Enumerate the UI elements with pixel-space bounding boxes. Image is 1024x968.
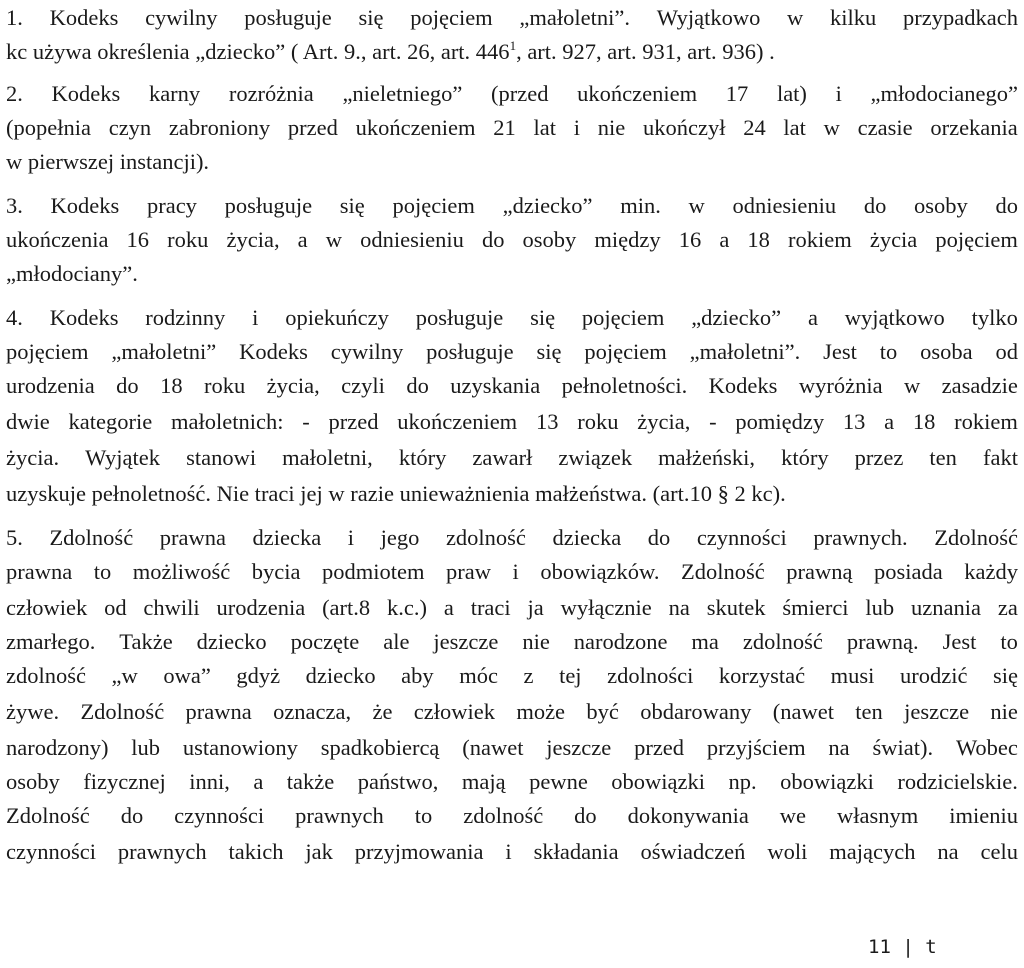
word: 21	[493, 115, 516, 140]
word: 5.	[6, 525, 23, 550]
word: orzekania	[930, 115, 1018, 140]
word: za	[997, 595, 1018, 620]
word: wyjątkowo	[844, 305, 945, 330]
word: to	[1000, 629, 1018, 654]
word: zawarł	[472, 445, 533, 470]
word: dwie	[6, 409, 50, 434]
text-line-23	[6, 798, 1018, 834]
word: i	[505, 839, 512, 864]
word: i	[512, 559, 519, 584]
word: czyn	[108, 115, 152, 140]
word: świat).	[872, 735, 934, 760]
word: w	[823, 115, 840, 140]
superscript: 1	[509, 38, 517, 53]
text-line-14: uzyskuje pełnoletność. Nie traci jej w razie unieważnienia małżeństwa. (art.10 § 2 kc).	[6, 481, 786, 506]
word: każdy	[964, 559, 1018, 584]
word: pojęciem	[584, 339, 667, 364]
word: Jest	[942, 629, 977, 654]
word: zdolność	[742, 629, 823, 654]
word: małoletnich:	[171, 409, 284, 434]
text-line-6	[6, 188, 1018, 224]
word: tylko	[971, 305, 1018, 330]
word: żywe.	[6, 699, 60, 724]
word: przed	[287, 115, 338, 140]
word: i	[252, 305, 259, 330]
word: nie	[990, 699, 1018, 724]
word: „młodocianego”	[870, 81, 1018, 106]
text-line-2-tail: , art. 927, art. 931, art. 936) .	[516, 39, 775, 64]
word: jeszcze	[433, 629, 499, 654]
word: (przed	[491, 81, 549, 106]
word: jeszcze	[904, 699, 970, 724]
word: czasie	[857, 115, 913, 140]
word: prawną	[786, 559, 853, 584]
word: a	[807, 305, 818, 330]
word: Kodeks	[49, 305, 119, 330]
word: lub	[865, 595, 895, 620]
word: Także	[119, 629, 173, 654]
word: ma	[691, 629, 719, 654]
word: ukończenia	[6, 227, 109, 252]
word: Kodeks	[50, 193, 120, 218]
word: urodzenia	[216, 595, 306, 620]
text-line-18	[6, 624, 1018, 660]
word: roku	[167, 227, 209, 252]
word: między	[594, 227, 661, 252]
word: cywilny	[145, 5, 218, 30]
word: do	[481, 227, 505, 252]
word: związek	[558, 445, 633, 470]
word: pojęciem	[392, 193, 475, 218]
word: się	[530, 305, 556, 330]
word: Zdolność	[680, 559, 765, 584]
word: obdarowany	[640, 699, 752, 724]
text-line-24	[6, 834, 1018, 870]
word: k.c.)	[387, 595, 427, 620]
word: Kodeks	[51, 81, 121, 106]
word: życia,	[637, 409, 691, 434]
word: życia,	[226, 227, 280, 252]
word: przyjmowania	[354, 839, 484, 864]
word: a	[297, 227, 308, 252]
word: spadkobiercą	[320, 735, 440, 760]
word: czynności	[6, 839, 96, 864]
word: 16	[126, 227, 150, 252]
word: osoby	[6, 769, 60, 794]
word: ukończył	[642, 115, 726, 140]
word: prawną.	[846, 629, 919, 654]
word: małoletni,	[282, 445, 373, 470]
word: ukończeniem	[355, 115, 476, 140]
word: ukończeniem	[397, 409, 518, 434]
word: np.	[728, 769, 757, 794]
word: 2.	[6, 81, 23, 106]
word: na	[828, 735, 850, 760]
word: 1.	[6, 5, 23, 30]
word: dziecko	[305, 663, 376, 688]
word: osoby	[522, 227, 577, 252]
word: kategorie	[68, 409, 153, 434]
word: ja	[527, 595, 544, 620]
word: 3.	[6, 193, 23, 218]
word: rozróżnia	[228, 81, 314, 106]
word: że	[372, 699, 393, 724]
word: osoby	[914, 193, 968, 218]
word: fakt	[982, 445, 1018, 470]
text-line-3	[6, 76, 1018, 112]
word: pojęciem	[410, 5, 493, 30]
word: prawnych.	[813, 525, 908, 550]
word: człowiek	[6, 595, 88, 620]
word: pracy	[146, 193, 197, 218]
word: i	[573, 115, 580, 140]
word: poczęte	[290, 629, 360, 654]
word: we	[779, 803, 807, 828]
word: celu	[980, 839, 1018, 864]
word: do	[574, 803, 597, 828]
word: dziecka	[552, 525, 622, 550]
text-line-10	[6, 334, 1018, 370]
word: min.	[620, 193, 661, 218]
word: Kodeks	[708, 373, 778, 398]
word: rodzicielskie.	[897, 769, 1018, 794]
word: zdolność	[445, 525, 526, 550]
text-line-15	[6, 520, 1018, 556]
word: w	[787, 5, 804, 30]
word: z	[523, 663, 534, 688]
word: prawnych	[295, 803, 384, 828]
word: obowiązków.	[540, 559, 660, 584]
word: móc	[459, 663, 498, 688]
word: musi	[830, 663, 875, 688]
text-line-17	[6, 590, 1018, 626]
word: uzyskania	[450, 373, 541, 398]
word: dziecko	[196, 629, 267, 654]
word: kilku	[830, 5, 877, 30]
word: lub	[131, 735, 161, 760]
text-line-2	[6, 34, 775, 70]
text-line-20	[6, 694, 1018, 730]
document-page	[6, 0, 1024, 968]
word: przypadkach	[903, 5, 1018, 30]
word: Zdolność	[49, 525, 134, 550]
word: i	[835, 81, 842, 106]
word: pojęciem	[6, 339, 89, 364]
word: być	[586, 699, 619, 724]
word: człowiek	[413, 699, 495, 724]
text-line-13	[6, 440, 1018, 476]
word: czyli	[341, 373, 385, 398]
word: ten	[929, 445, 957, 470]
word: opiekuńczy	[285, 305, 389, 330]
word: a	[884, 409, 895, 434]
word: „dziecko”	[691, 305, 782, 330]
word: Zdolność	[934, 525, 1018, 550]
word: Wyjątkowo	[656, 5, 761, 30]
word: 17	[725, 81, 749, 106]
word: lat	[783, 115, 806, 140]
word: prawna	[185, 699, 252, 724]
word: oświadczeń	[640, 839, 746, 864]
word: przed	[328, 409, 379, 434]
word: do	[863, 193, 887, 218]
word: mają	[461, 769, 506, 794]
word: pewne	[529, 769, 588, 794]
word: (nawet	[462, 735, 524, 760]
word: prawna	[159, 525, 226, 550]
word: Jest	[823, 339, 857, 364]
word: gdyż	[236, 663, 281, 688]
word: na	[668, 595, 690, 620]
word: rodzinny	[145, 305, 226, 330]
word: takich	[228, 839, 284, 864]
word: woli	[767, 839, 808, 864]
word: narodzone	[573, 629, 668, 654]
word: własnym	[837, 803, 919, 828]
word: nie	[597, 115, 626, 140]
word: się	[339, 193, 365, 218]
word: „małoletni”.	[689, 339, 801, 364]
word: chwili	[143, 595, 200, 620]
word: osoba	[920, 339, 973, 364]
word: urodzić	[899, 663, 968, 688]
word: ten	[855, 699, 883, 724]
word: prawna	[6, 559, 73, 584]
word: państwo,	[357, 769, 439, 794]
text-line-7	[6, 222, 1018, 258]
text-line-1	[6, 0, 1018, 36]
word: wyłącznie	[560, 595, 652, 620]
text-line-8: „młodociany”.	[6, 261, 138, 286]
text-line-16	[6, 554, 1018, 590]
word: zasadzie	[941, 373, 1018, 398]
word: w	[688, 193, 705, 218]
word: pełnoletności.	[561, 373, 688, 398]
word: od	[995, 339, 1018, 364]
word: składania	[533, 839, 619, 864]
word: Zdolność	[6, 803, 90, 828]
word: tej	[559, 663, 582, 688]
word: ustanowiony	[182, 735, 298, 760]
word: lat)	[776, 81, 807, 106]
word: jak	[305, 839, 333, 864]
word: wyróżnia	[798, 373, 883, 398]
word: mających	[829, 839, 916, 864]
word: aby	[401, 663, 434, 688]
word: 24	[743, 115, 766, 140]
word: praw	[446, 559, 492, 584]
word: zdolność	[6, 663, 86, 688]
word: do	[116, 373, 139, 398]
word: a	[253, 769, 264, 794]
word: a	[443, 595, 454, 620]
word: cywilny	[330, 339, 404, 364]
word: prawnych	[117, 839, 207, 864]
word: fizycznej	[83, 769, 166, 794]
word: przez	[854, 445, 904, 470]
word: czynności	[696, 525, 787, 550]
word: ukończeniem	[577, 81, 698, 106]
word: zabroniony	[168, 115, 271, 140]
word: odniesieniu	[732, 193, 837, 218]
word: w	[325, 227, 343, 252]
word: się	[358, 5, 384, 30]
word: rokiem	[954, 409, 1018, 434]
word: zmarłego.	[6, 629, 96, 654]
word: odniesieniu	[360, 227, 464, 252]
word: 18	[747, 227, 770, 252]
word: który	[398, 445, 447, 470]
word: 16	[678, 227, 702, 252]
word: lat	[533, 115, 556, 140]
word: obowiązki	[780, 769, 874, 794]
word: imieniu	[949, 803, 1018, 828]
word: Wobec	[955, 735, 1018, 760]
word: roku	[203, 373, 246, 398]
word: „w	[111, 663, 138, 688]
word: oznacza,	[273, 699, 352, 724]
word: roku	[577, 409, 619, 434]
word: owa”	[163, 663, 211, 688]
word: do	[406, 373, 429, 398]
word: przyjściem	[706, 735, 806, 760]
text-line-5: w pierwszej instancji).	[6, 149, 210, 174]
word: „małoletni”.	[519, 5, 630, 30]
word: Wyjątek	[85, 445, 161, 470]
word: pomiędzy	[735, 409, 825, 434]
word: do	[995, 193, 1018, 218]
word: w	[903, 373, 921, 398]
word: się	[536, 339, 562, 364]
word: zdolność	[463, 803, 544, 828]
word: na	[937, 839, 959, 864]
word: Zdolność	[80, 699, 165, 724]
word: ale	[383, 629, 410, 654]
word: (nawet	[772, 699, 834, 724]
word: uznania	[911, 595, 981, 620]
word: traci	[470, 595, 511, 620]
word: zdolności	[607, 663, 694, 688]
word: może	[516, 699, 566, 724]
text-line-11	[6, 368, 1018, 404]
word: który	[781, 445, 829, 470]
word: przed	[634, 735, 685, 760]
word: podmiotem	[322, 559, 425, 584]
word: życia.	[6, 445, 60, 470]
word: bycia	[251, 559, 301, 584]
word: 18	[160, 373, 183, 398]
word: stanowi	[186, 445, 257, 470]
word: urodzenia	[6, 373, 95, 398]
word: dziecka	[252, 525, 322, 550]
word: małżeński,	[658, 445, 756, 470]
word: -	[302, 409, 310, 434]
word: od	[104, 595, 127, 620]
word: jego	[380, 525, 420, 550]
word: -	[709, 409, 717, 434]
word: czynności	[174, 803, 265, 828]
word: „małoletni”	[111, 339, 217, 364]
word: korzystać	[718, 663, 806, 688]
word: posługuje	[426, 339, 514, 364]
word: inni,	[189, 769, 230, 794]
word: Kodeks	[239, 339, 308, 364]
word: to	[414, 803, 433, 828]
word: skutek	[706, 595, 766, 620]
word: posługuje	[224, 193, 313, 218]
word: do	[647, 525, 671, 550]
word: narodzony)	[6, 735, 109, 760]
word: karny	[148, 81, 201, 106]
word: nie	[522, 629, 550, 654]
word: rokiem	[788, 227, 852, 252]
word: 4.	[6, 305, 23, 330]
word: życia,	[266, 373, 320, 398]
word: pojęciem	[581, 305, 665, 330]
word: obowiązki	[611, 769, 706, 794]
text-line-12	[6, 404, 1018, 440]
text-line-9	[6, 300, 1018, 336]
word: (popełnia	[6, 115, 91, 140]
word: posługuje	[415, 305, 504, 330]
word: 13	[842, 409, 866, 434]
text-line-22	[6, 764, 1018, 800]
word: posiada	[873, 559, 943, 584]
word: możliwość	[132, 559, 231, 584]
word: się	[992, 663, 1018, 688]
word: i	[347, 525, 355, 550]
word: także	[286, 769, 335, 794]
text-line-2-main: kc używa określenia „dziecko” ( Art. 9., art. 26, art. 446	[6, 39, 510, 64]
word: „nieletniego”	[342, 81, 463, 106]
text-line-19	[6, 658, 1018, 694]
word: pojęciem	[935, 227, 1018, 252]
word: śmierci	[782, 595, 849, 620]
word: to	[879, 339, 898, 364]
word: do	[120, 803, 144, 828]
word: 13	[535, 409, 559, 434]
word: posługuje	[244, 5, 332, 30]
text-line-21	[6, 730, 1018, 766]
word: życia	[869, 227, 918, 252]
word: Kodeks	[49, 5, 119, 30]
word: jeszcze	[546, 735, 612, 760]
word: 18	[912, 409, 936, 434]
page-number-footer: 11 | t	[868, 936, 937, 958]
word: a	[719, 227, 730, 252]
word: dokonywania	[627, 803, 749, 828]
word: „dziecko”	[502, 193, 593, 218]
word: (art.8	[322, 595, 371, 620]
text-line-4	[6, 110, 1018, 146]
word: to	[93, 559, 112, 584]
